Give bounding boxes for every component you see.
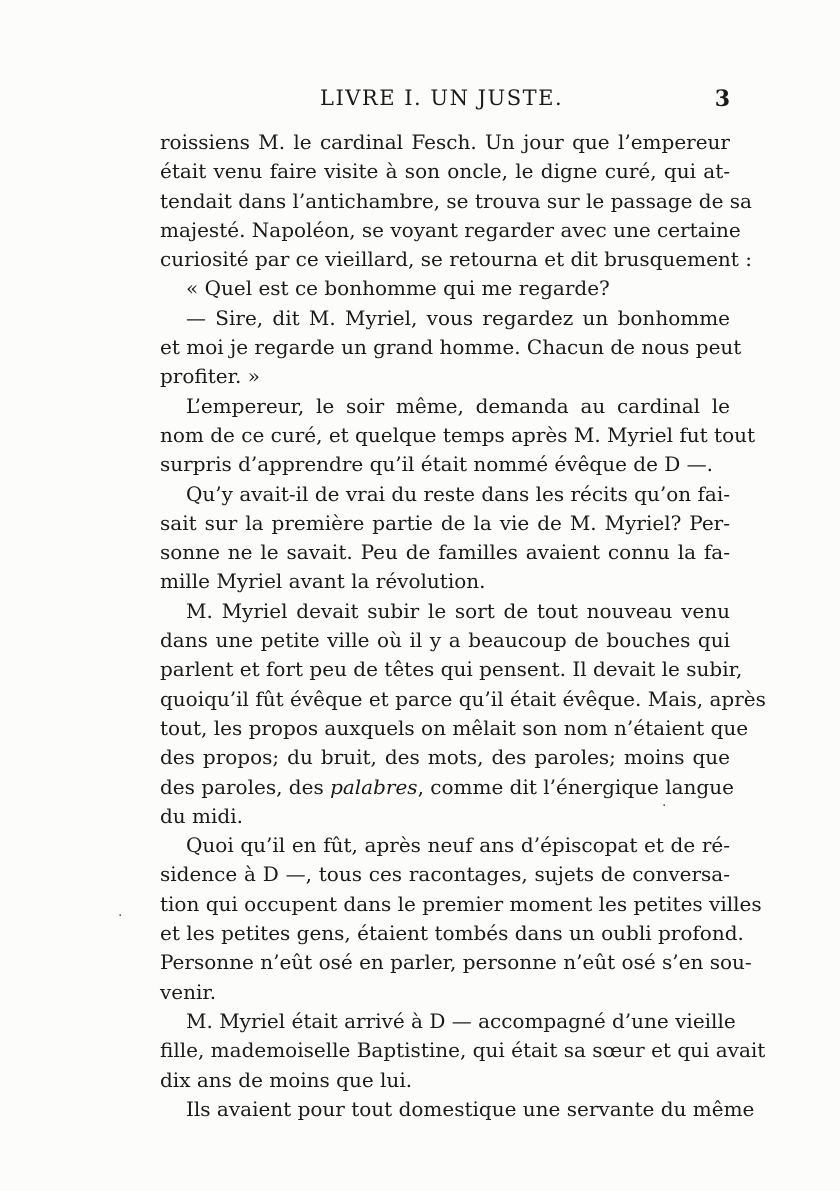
body-text [160,128,766,1124]
text-line: dans une petite ville où il y a beaucoup de bouches qui [160,628,730,653]
running-head [160,86,730,122]
text-line: mille Myriel avant la révolution. [160,569,486,594]
text-line: Quoi qu’il en fût, après neuf ans d’épiscopat et de ré- [186,833,730,858]
text-line: était venu faire visite à son oncle, le digne curé, qui at- [160,159,730,184]
text-line: M. Myriel devait subir le sort de tout nouveau venu [186,598,730,623]
text-line: sidence à D —, tous ces racontages, sujets de conversa- [160,862,730,887]
ink-speck-mark: · [118,908,123,924]
text-line: Qu’y avait-il de vrai du reste dans les récits qu’on fai- [186,481,730,506]
text-line: du midi. [160,803,243,828]
text-line: majesté. Napoléon, se voyant regarder avec une certaine [160,217,741,242]
text-line: et les petites gens, étaient tombés dans un oubli profond. [160,921,744,946]
text-line: surpris d’apprendre qu’il était nommé évêque de D —. [160,452,714,477]
text-line: Ils avaient pour tout domestique une servante du même [186,1096,755,1121]
text-line: fille, mademoiselle Baptistine, qui était sa sœur et qui avait [160,1038,766,1063]
page-number: 3 [714,86,730,112]
text-line: curiosité par ce vieillard, se retourna et dit brusquement : [160,247,752,272]
ink-speck-mark: · [662,798,667,814]
text-line: tendait dans l’antichambre, se trouva sur le passage de sa [160,188,752,213]
text-line: « Quel est ce bonhomme qui me regarde? [186,276,610,301]
text-line: roissiens M. le cardinal Fesch. Un jour que l’empereur [160,130,730,154]
text-line: parlent et fort peu de têtes qui pensent. Il devait le subir, [160,657,743,682]
text-segment: , comme dit l’énergique langue [417,774,734,799]
text-segment: des paroles, des [160,774,331,799]
text-line: nom de ce curé, et quelque temps après M. Myriel fut tout [160,422,756,447]
text-line: tion qui occupent dans le premier moment les petites villes [160,891,762,916]
text-line: quoiqu’il fût évêque et parce qu’il était évêque. Mais, après [160,686,766,711]
text-line: sait sur la première partie de la vie de M. Myriel? Per- [160,510,730,535]
text-line: des propos; du bruit, des mots, des paroles; moins que [160,745,730,770]
text-line: dix ans de moins que lui. [160,1067,413,1092]
text-line: profiter. » [160,364,260,389]
text-line-with-italic [160,773,734,802]
text-line: venir. [160,979,217,1004]
text-line: L’empereur, le soir même, demanda au cardinal le [186,393,730,418]
italic-word: palabres [330,774,418,799]
text-line: tout, les propos auxquels on mêlait son nom n’étaient que [160,715,749,740]
running-title: LIVRE I. UN JUSTE. [320,86,564,110]
text-line: et moi je regarde un grand homme. Chacun de nous peut [160,335,742,360]
text-line: sonne ne le savait. Peu de familles avaient connu la fa- [160,540,730,565]
text-line: Personne n’eût osé en parler, personne n’eût osé s’en sou- [160,950,752,975]
text-line: M. Myriel était arrivé à D — accompagné d’une vieille [186,1008,736,1033]
text-line: — Sire, dit M. Myriel, vous regardez un bonhomme [186,305,730,330]
